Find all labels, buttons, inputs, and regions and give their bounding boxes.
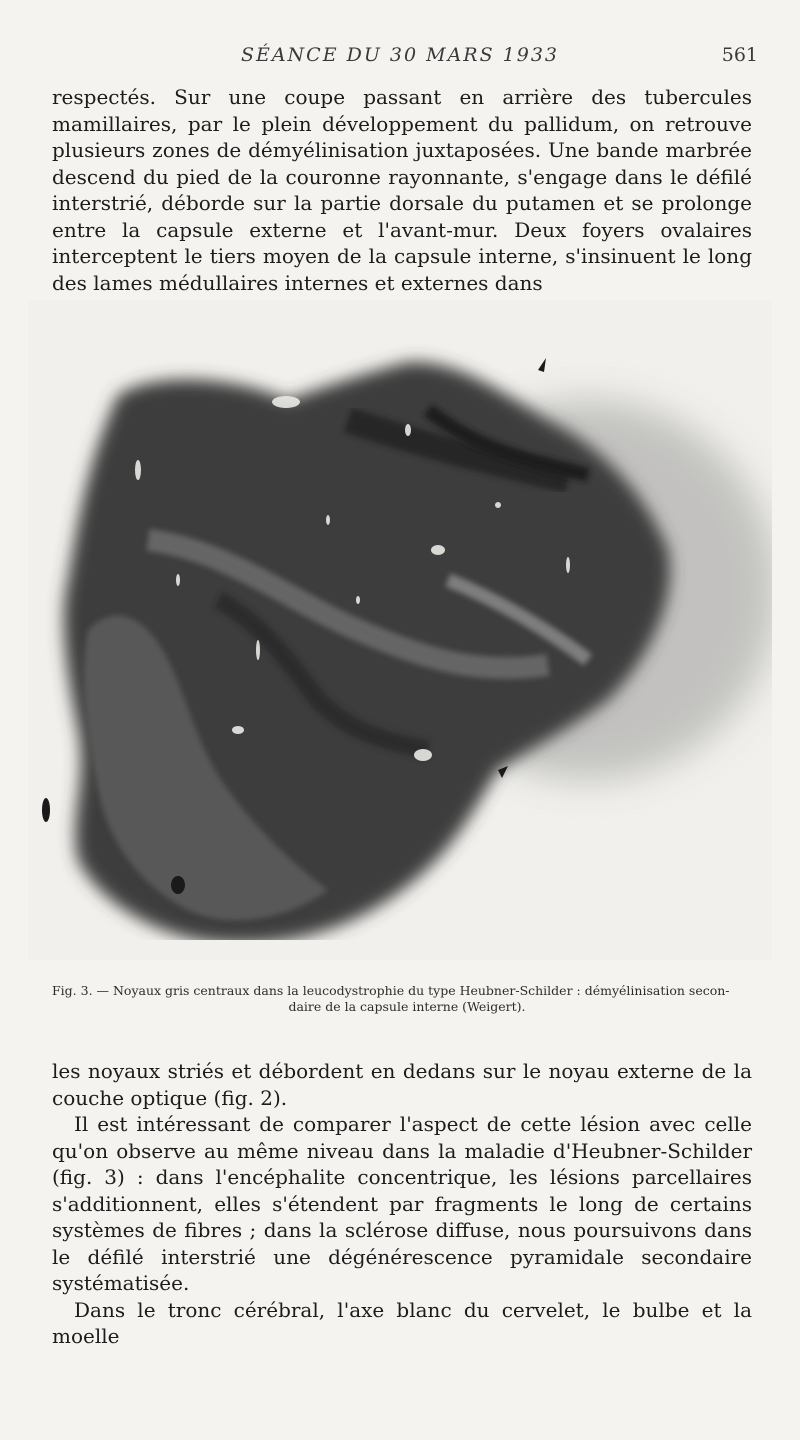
paragraph: Il est intéressant de comparer l'aspect de cette lésion avec celle qu'on observe au même niveau dans la maladie d'Heubner-Schilder (fig. 3) : dans l'encéphalite concentrique, les lésions parcellaires s'additionnent, elles s'étendent par fragments le long de certains systèmes de fibres ; dans la sclérose diffuse, nous poursuivons dans le défilé interstrié une dégénérescence pyramidale secondaire systématisée. — [52, 1112, 752, 1295]
figure-brain-section — [28, 300, 772, 960]
caption-line: daire de la capsule interne (Weigert). — [288, 999, 526, 1014]
running-head — [0, 40, 800, 70]
figure-caption — [52, 983, 762, 1015]
caption-line: Fig. 3. — Noyaux gris centraux dans la leucodystrophie du type Heubner-Schilder : démyélinisation secon- — [52, 983, 730, 998]
paragraph: respectés. Sur une coupe passant en arrière des tubercules mamillaires, par le plein développement du pallidum, on retrouve plusieurs zones de démyélinisation juxtaposées. Une bande marbrée descend du pied de la couronne rayonnante, s'engage dans le défilé interstrié, déborde sur la partie dorsale du putamen et se prolonge entre la capsule externe et l'avant-mur. Deux foyers ovalaires interceptent le tiers moyen de la capsule interne, s'insinuent le long des lames médullaires internes et externes dans — [52, 85, 752, 295]
top-paragraph-block — [52, 84, 752, 296]
bottom-paragraph-block — [52, 1058, 752, 1350]
paragraph: les noyaux striés et débordent en dedans sur le noyau externe de la couche optique (fig. 2). — [52, 1059, 752, 1110]
running-title: SÉANCE DU 30 MARS 1933 — [240, 44, 560, 66]
page-number: 561 — [721, 44, 758, 66]
paragraph: Dans le tronc cérébral, l'axe blanc du cervelet, le bulbe et la moelle — [52, 1297, 752, 1348]
brain-section-image — [28, 300, 772, 960]
